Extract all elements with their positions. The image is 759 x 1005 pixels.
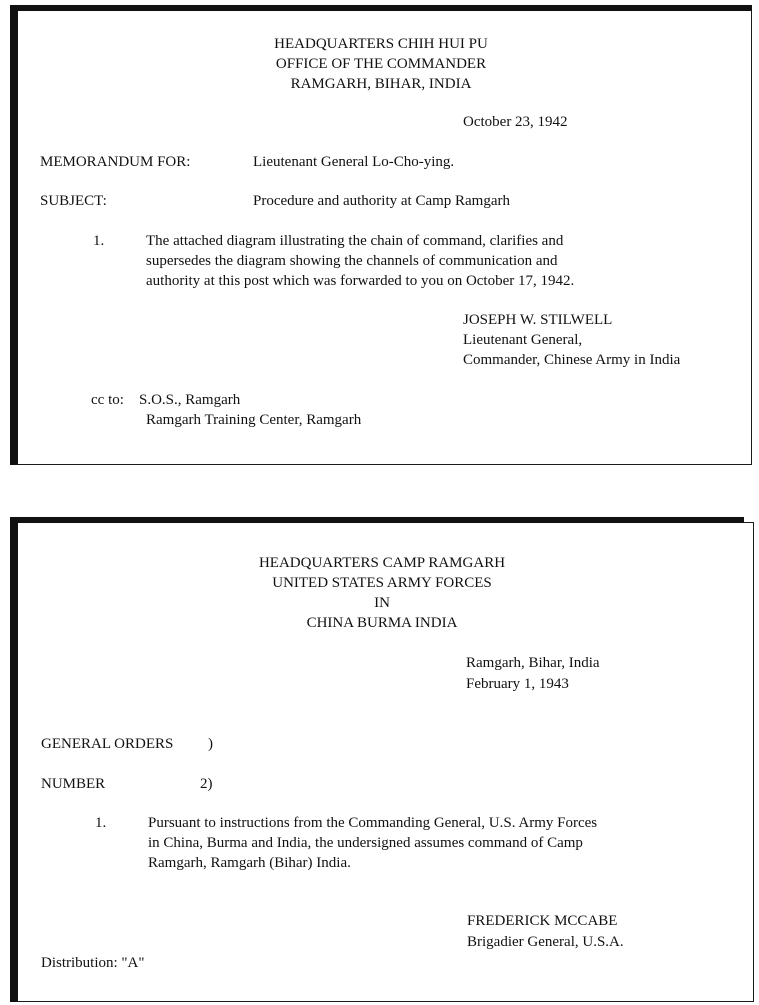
subject-value: Procedure and authority at Camp Ramgarh [253, 193, 511, 209]
orders-paragraph-line-3: Ramgarh, Ramgarh (Bihar) India. [148, 855, 351, 871]
general-orders-label: GENERAL ORDERS [41, 736, 174, 752]
orders-header-line-2: UNITED STATES ARMY FORCES [272, 575, 492, 591]
memorandum-label: MEMORANDUM FOR: [40, 154, 191, 170]
orders-signature-title: Brigadier General, U.S.A. [467, 934, 624, 950]
orders-paragraph-number: 1. [95, 815, 107, 831]
memo-header-line-1: HEADQUARTERS CHIH HUI PU [274, 36, 488, 52]
orders-signature-name: FREDERICK MCCABE [467, 913, 618, 929]
page-shadow-top [10, 517, 744, 523]
cc-label: cc to: [91, 392, 124, 408]
orders-paragraph-line-2: in China, Burma and India, the undersigned assumes command of Camp [148, 835, 583, 851]
distribution: Distribution: "A" [41, 955, 145, 971]
memo-paragraph-line-3: authority at this post which was forwarded to you on October 17, 1942. [146, 273, 575, 289]
page-shadow-top [10, 5, 752, 11]
memo-paragraph-line-2: supersedes the diagram showing the channels of communication and [146, 253, 558, 269]
memo-signature-name: JOSEPH W. STILWELL [463, 312, 613, 328]
memorandum-recipient: Lieutenant General Lo-Cho-ying. [253, 154, 455, 170]
general-orders-document [10, 522, 754, 1002]
orders-date: February 1, 1943 [466, 676, 569, 692]
general-orders-paren: ) [208, 736, 213, 752]
orders-header-line-1: HEADQUARTERS CAMP RAMGARH [258, 555, 506, 571]
memorandum-document [10, 10, 752, 465]
orders-paragraph-line-1: Pursuant to instructions from the Commanding General, U.S. Army Forces [148, 815, 598, 831]
cc-line-2: Ramgarh Training Center, Ramgarh [146, 412, 362, 428]
subject-label: SUBJECT: [40, 193, 107, 209]
orders-header-line-4: CHINA BURMA INDIA [306, 615, 458, 631]
memo-signature-rank: Lieutenant General, [463, 332, 583, 348]
memo-header-line-2: OFFICE OF THE COMMANDER [275, 56, 487, 72]
memo-signature-title: Commander, Chinese Army in India [463, 352, 681, 368]
memo-date: October 23, 1942 [463, 114, 568, 130]
memo-paragraph-number: 1. [93, 233, 105, 249]
orders-header-line-3: IN [374, 595, 390, 611]
memo-paragraph-line-1: The attached diagram illustrating the chain of command, clarifies and [146, 233, 564, 249]
number-label: NUMBER [41, 776, 106, 792]
cc-line-1: S.O.S., Ramgarh [139, 392, 241, 408]
orders-place: Ramgarh, Bihar, India [466, 655, 600, 671]
number-value: 2) [200, 776, 213, 792]
memo-header-line-3: RAMGARH, BIHAR, INDIA [290, 76, 472, 92]
